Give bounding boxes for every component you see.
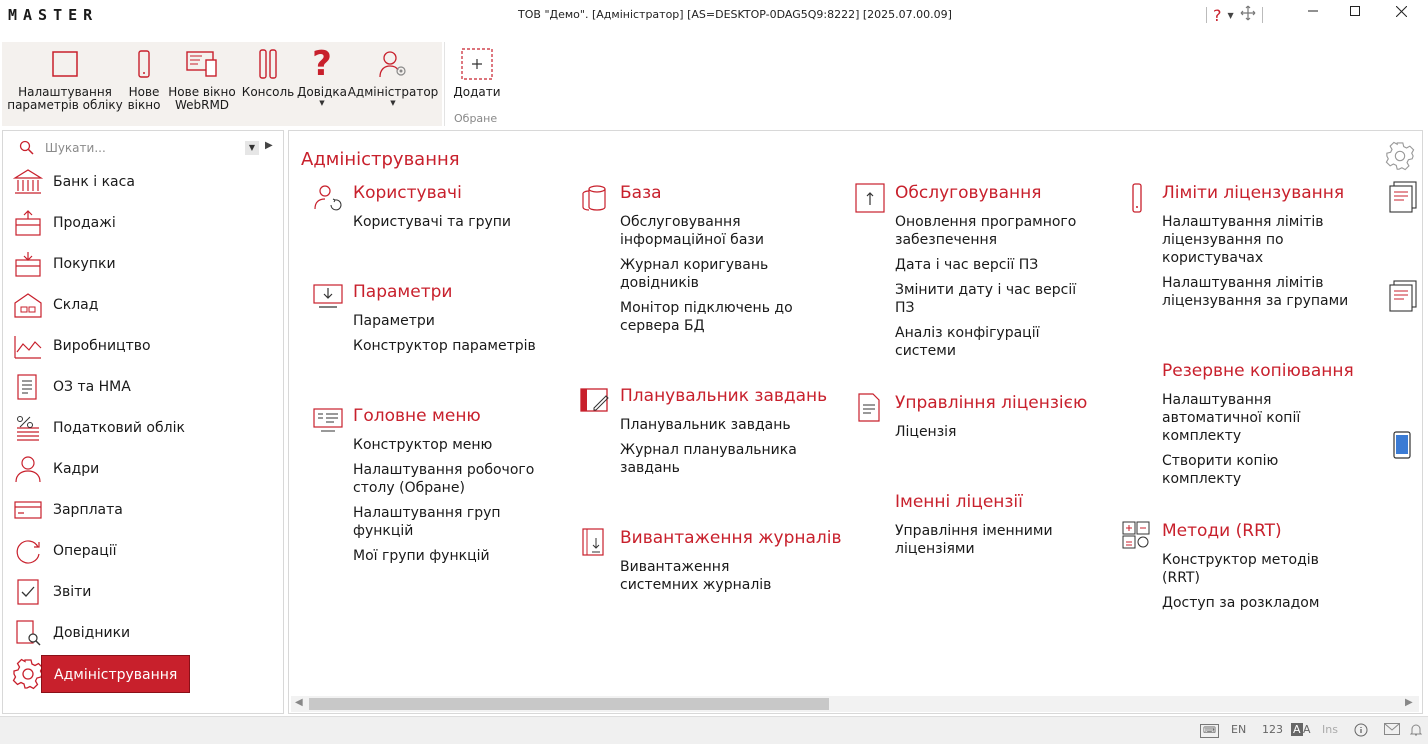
help-icon[interactable]: ? [1213, 5, 1222, 25]
link-function-groups-settings[interactable]: Налаштування груп функцій [353, 505, 501, 539]
scrollbar-thumb[interactable] [309, 698, 829, 710]
web-window-icon [186, 42, 218, 86]
new-window-webrmd-button[interactable] [166, 42, 238, 126]
admin-user-icon [378, 42, 408, 86]
sidebar-item-label: Склад [53, 296, 99, 313]
section-title[interactable]: Планувальник завдань [620, 386, 828, 406]
section-title[interactable]: Управління ліцензією [895, 393, 1088, 413]
link-auto-backup-settings[interactable]: Налаштування автоматичної копії комплекту [1162, 392, 1301, 444]
section-title[interactable]: Обслуговування [895, 183, 1042, 203]
mail-icon[interactable] [1384, 723, 1400, 738]
sidebar-item-label: Адміністрування [41, 655, 190, 693]
page-title: Адміністрування [301, 149, 460, 170]
section-title[interactable]: Головне меню [353, 406, 481, 426]
button-label: Додати [453, 85, 501, 99]
button-label: Нове вікно [127, 85, 161, 112]
purchases-icon [3, 250, 53, 278]
favorites-group [444, 42, 1428, 126]
calculator-icon [1122, 521, 1152, 555]
reports-icon [3, 578, 53, 606]
sidebar-item-label: Податковий облік [53, 419, 185, 436]
link-change-version-datetime[interactable]: Змінити дату і час версії ПЗ [895, 282, 1077, 316]
personnel-icon [3, 455, 53, 483]
administrator-button[interactable] [348, 42, 438, 126]
link-limits-by-users[interactable]: Налаштування лімітів ліцензування по користувачах [1162, 214, 1324, 266]
sidebar-item-purchases[interactable] [3, 243, 283, 284]
sidebar-item-label: Операції [53, 542, 117, 559]
scroll-left-icon[interactable]: ◀ [295, 697, 303, 708]
sidebar-item-tax[interactable] [3, 407, 283, 448]
document-icon [1389, 280, 1419, 312]
button-label: Консоль [241, 85, 295, 99]
sidebar-item-label: Зарплата [53, 501, 123, 518]
document-icon [1389, 181, 1419, 213]
notification-icon[interactable] [1410, 723, 1422, 740]
link-scheduler-log[interactable]: Журнал планувальника завдань [620, 442, 797, 476]
window-title: ТОВ "Демо". [Адміністратор] [AS=DESKTOP-0DAG5Q9:8222] [2025.07.00.09] [518, 8, 952, 21]
section-title[interactable]: Іменні ліцензії [895, 492, 1023, 512]
move-icon[interactable] [1240, 5, 1256, 25]
salary-icon [3, 496, 53, 524]
sidebar-item-bank[interactable] [3, 161, 283, 202]
link-config-analysis[interactable]: Аналіз конфігурації системи [895, 325, 1040, 359]
sidebar-item-label: Виробництво [53, 337, 151, 354]
ribbon [2, 42, 442, 126]
partial-doc-icon-2[interactable] [1389, 280, 1419, 316]
help-icon: ? [312, 44, 332, 84]
sales-icon [3, 209, 53, 237]
scheduler-icon [580, 386, 610, 418]
new-window-button[interactable] [122, 42, 166, 126]
numlock-indicator: 123 [1262, 723, 1283, 736]
link-menu-constructor[interactable]: Конструктор меню [353, 437, 493, 453]
link-directory-corrections-log[interactable]: Журнал коригувань довідників [620, 257, 769, 291]
warehouse-icon [3, 291, 53, 319]
help-button[interactable] [296, 42, 348, 126]
settings-gear-icon[interactable] [1385, 141, 1415, 175]
add-icon [461, 42, 493, 86]
accounting-settings-button[interactable] [6, 42, 124, 126]
limits-icon [1122, 183, 1152, 217]
sidebar-item-operations[interactable] [3, 530, 283, 571]
chevron-right-icon[interactable]: ▶ [265, 140, 273, 151]
section-title[interactable]: Ліміти ліцензування [1162, 183, 1345, 203]
link-desktop-settings[interactable]: Налаштування робочого столу (Обране) [353, 462, 535, 496]
link-version-datetime[interactable]: Дата і час версії ПЗ [895, 257, 1039, 273]
sidebar-item-label: Банк і каса [53, 173, 135, 190]
favorites-group-label: Обране [454, 112, 498, 125]
sidebar-item-personnel[interactable] [3, 448, 283, 489]
capslock-suffix: A [1303, 723, 1311, 736]
link-scheduled-access[interactable]: Доступ за розкладом [1162, 595, 1320, 611]
button-label: Нове вікно WebRMD [168, 85, 236, 112]
production-icon [3, 332, 53, 360]
link-license[interactable]: Ліцензія [895, 424, 957, 440]
sidebar-item-reports[interactable] [3, 571, 283, 612]
database-icon [580, 183, 610, 217]
link-export-system-logs[interactable]: Вивантаження системних журналів [620, 559, 772, 593]
link-create-backup[interactable]: Створити копію комплекту [1162, 453, 1279, 487]
button-label: Адміністратор [347, 85, 439, 99]
sidebar-item-sales[interactable] [3, 202, 283, 243]
assets-icon [3, 373, 53, 401]
section-title[interactable]: База [620, 183, 662, 203]
keyboard-icon: ⌨ [1200, 724, 1219, 738]
scroll-right-icon[interactable]: ▶ [1405, 697, 1413, 708]
link-parameters[interactable]: Параметри [353, 313, 435, 329]
chevron-down-icon: ▼ [319, 99, 325, 107]
license-icon [855, 393, 885, 427]
sidebar-item-label: Продажі [53, 214, 116, 231]
chevron-down-icon: ▼ [390, 99, 396, 107]
parameters-icon [313, 282, 343, 314]
link-rrt-constructor[interactable]: Конструктор методів (RRT) [1162, 552, 1319, 586]
sidebar-item-administration[interactable] [3, 653, 283, 694]
link-users-groups[interactable]: Користувачі та групи [353, 214, 512, 230]
title-bar [0, 0, 1428, 30]
sidebar-item-assets[interactable] [3, 366, 283, 407]
status-bar [0, 716, 1428, 744]
users-icon [313, 183, 343, 217]
sidebar-item-label: ОЗ та НМА [53, 378, 131, 395]
maintenance-icon [855, 183, 885, 217]
operations-icon [3, 537, 53, 565]
sidebar-item-label: Довідники [53, 624, 131, 641]
sidebar-item-production[interactable] [3, 325, 283, 366]
chevron-down-icon[interactable]: ▼ [1227, 10, 1234, 20]
capslock-indicator: A [1293, 723, 1301, 736]
main-menu-icon [313, 406, 343, 438]
horizontal-scrollbar[interactable] [291, 696, 1419, 712]
search-input[interactable]: Шукати... [45, 141, 106, 155]
maximize-button[interactable] [1332, 0, 1378, 22]
section-title[interactable]: Вивантаження журналів [620, 528, 842, 548]
section-title[interactable]: Резервне копіювання [1162, 361, 1354, 381]
link-my-function-groups[interactable]: Мої групи функцій [353, 548, 490, 564]
sidebar-item-warehouse[interactable] [3, 284, 283, 325]
search-icon [19, 140, 35, 156]
sidebar-item-directories[interactable] [3, 612, 283, 653]
link-parameters-constructor[interactable]: Конструктор параметрів [353, 338, 536, 354]
main-panel [288, 130, 1423, 714]
close-button[interactable] [1378, 0, 1424, 22]
sidebar-item-salary[interactable] [3, 489, 283, 530]
sidebar [2, 130, 284, 714]
export-logs-icon [580, 528, 610, 562]
sidebar-item-label: Звіти [53, 583, 92, 600]
window-icon [138, 42, 150, 86]
tax-icon [3, 414, 53, 442]
minimize-button[interactable] [1290, 0, 1336, 22]
chevron-down-icon[interactable]: ▼ [245, 141, 259, 155]
directories-icon [3, 619, 53, 647]
partial-phone-icon[interactable] [1393, 431, 1413, 465]
link-limits-by-groups[interactable]: Налаштування лімітів ліцензування за групами [1162, 275, 1349, 309]
link-manage-named-licenses[interactable]: Управління іменними ліцензіями [895, 523, 1053, 557]
app-logo: MASTER [8, 6, 99, 24]
insert-indicator: Ins [1322, 723, 1338, 736]
link-software-update[interactable]: Оновлення програмного забезпечення [895, 214, 1077, 248]
link-db-connections-monitor[interactable]: Монітор підключень до сервера БД [620, 300, 793, 334]
section-title[interactable]: Параметри [353, 282, 453, 302]
button-label: Налаштування параметрів обліку [7, 85, 123, 112]
language-indicator: EN [1231, 723, 1247, 736]
bank-icon [3, 168, 53, 196]
link-db-maintenance[interactable]: Обслуговування інформаційної бази [620, 214, 764, 248]
separator [1206, 7, 1207, 23]
separator [1262, 7, 1263, 23]
title-tools [1206, 5, 1263, 25]
sidebar-item-label: Покупки [53, 255, 116, 272]
link-task-scheduler[interactable]: Планувальник завдань [620, 417, 791, 433]
section-title[interactable]: Користувачі [353, 183, 462, 203]
console-icon [259, 42, 277, 86]
partial-doc-icon-1[interactable] [1389, 181, 1419, 217]
square-icon [52, 42, 78, 86]
console-button[interactable] [238, 42, 298, 126]
button-label: Довідка [296, 85, 348, 99]
sidebar-item-label: Кадри [53, 460, 100, 477]
section-title[interactable]: Методи (RRT) [1162, 521, 1282, 541]
search-box[interactable] [11, 137, 273, 159]
info-icon[interactable] [1354, 723, 1368, 740]
mobile-icon [1393, 431, 1413, 461]
